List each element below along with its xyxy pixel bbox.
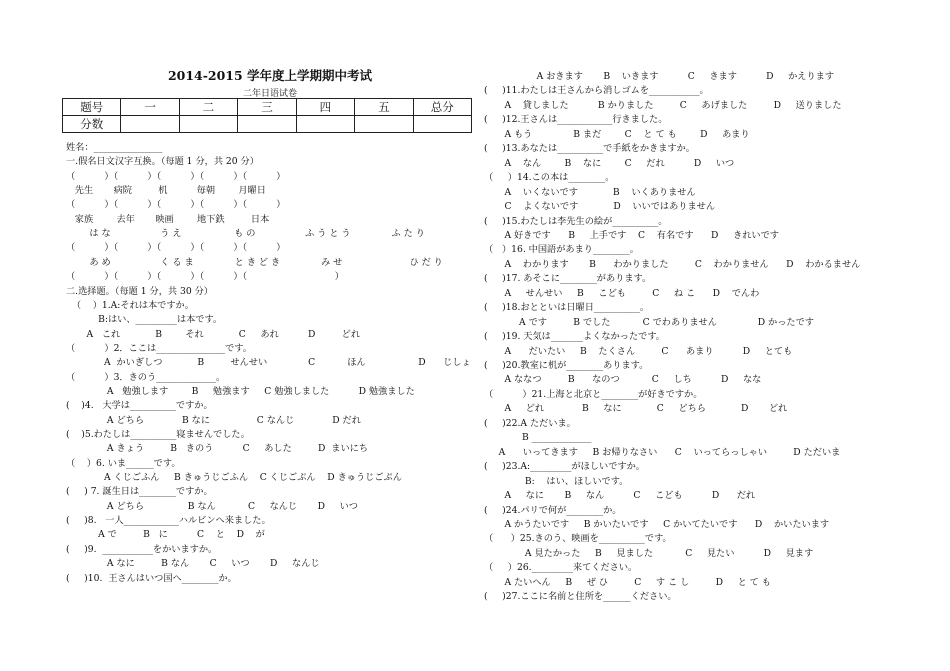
text-line: A わかります B わかりました C わかりません D わかるません	[484, 258, 861, 270]
text-line: A どちら B なん C なんじ D いつ	[66, 500, 358, 512]
text-line: （ ）（ ）（ ）（ ）（ ）	[66, 199, 286, 211]
exam-title: 2014-2015 学年度上学期期中考试	[167, 68, 373, 83]
text-line: ( )27.ここに名前と住所を______ください。	[484, 591, 677, 603]
text-line: ( )17. あそこに________があります。	[484, 273, 652, 285]
text-line: A です B でした C でわありません D かったです	[484, 316, 814, 328]
text-line: （ ）（ ）（ ）（ ）（ ）	[66, 242, 286, 254]
text-line: 姓名：_______________	[66, 142, 163, 153]
text-line: （ ）3．きのう_____________。	[66, 371, 226, 383]
score-header-cell: 题号	[63, 99, 121, 116]
text-line: （ ）（ ）（ ）（ ）（ ）	[66, 271, 344, 283]
text-line: ( )23.A:_________がほしいですか。	[484, 461, 645, 473]
score-cell[interactable]	[355, 116, 413, 133]
text-line: （ ）26._________来てください。	[484, 562, 638, 574]
text-line: ( ) 7. 誕生日は________ですか。	[66, 486, 213, 498]
text-line: B: はい、ほしいです。	[484, 475, 629, 487]
text-line: A かうたいです B かいたいです C かいてたいです D かいたいます	[484, 518, 830, 530]
text-line: A これ B それ C あれ D どれ	[66, 328, 361, 340]
text-line: A おきます B いきます C きます D かえります	[484, 71, 835, 82]
score-row-label: 分数	[63, 116, 121, 133]
text-line: A たいへん B ぜ ひ C す こ し D と て も	[484, 576, 771, 588]
score-cell[interactable]	[179, 116, 237, 133]
text-line: （ ）14.この本は________。	[484, 172, 615, 184]
text-line: ( )11.わたしは王さんから消しゴムを___________。	[484, 85, 709, 97]
text-line: ( )13.あなたは__________で手紙をかきますか。	[484, 143, 695, 155]
text-line: A いってきます B お帰りなさい C いってらっしゃい D ただいま	[484, 446, 841, 458]
text-line: は な う え も の ふ う と う ふ た り	[66, 228, 425, 240]
text-line: ( )10. 王さんはいつ国へ________か。	[66, 572, 237, 584]
exam-subtitle: 二年日语试卷	[242, 89, 297, 99]
text-line: （ ）16. 中国語があまり________。	[484, 244, 639, 256]
text-line: A 勉強します B 勉強ます C 勉強しました D 勉強ました	[66, 385, 415, 397]
text-line: A なに B なん C こども D だれ	[484, 490, 756, 502]
text-line: ( )12.王さんは____________行きました。	[484, 114, 668, 126]
text-line: ( )4. 大学は__________ですか。	[66, 400, 213, 412]
text-line: あ め く る ま と き ど き み せ ひ だ り	[66, 256, 443, 268]
score-header-cell: 三	[238, 99, 296, 116]
text-line: ( )19. 天気は_______よくなかったです。	[484, 331, 665, 343]
text-line: 二.选择题。（每题 1 分，共 30 分）	[66, 285, 213, 297]
text-line: A どちら B なに C なんじ D だれ	[66, 414, 361, 426]
text-line: ( )24.パリで何が________か。	[484, 504, 622, 516]
text-line: ( )15.わたしは李先生の絵が__________。	[484, 215, 668, 227]
text-line: ( )8. 一人____________ハルビンへ来ました。	[66, 515, 271, 527]
text-line: A もう B まだ C と て も D あまり	[484, 128, 750, 140]
score-header-cell: 五	[355, 99, 413, 116]
text-line: A どれ B なに C どちら D どれ	[484, 403, 788, 415]
text-line: C よくないです D いいではありません	[484, 201, 716, 213]
text-line: A 好きです B 上手です C 有名です D きれいです	[484, 229, 779, 241]
text-line: ( )9. ___________をかいますか。	[66, 543, 218, 555]
text-line: ( )20.教室に机が________あります。	[484, 360, 649, 371]
text-line: B:はい、_________は本です。	[66, 314, 223, 326]
text-line: （ ）21.上海と北京と________が好きですか。	[484, 388, 703, 400]
text-line: A いくないです B いくありません	[484, 186, 696, 198]
text-line: A せんせい B こども C ね こ D でんわ	[484, 287, 760, 299]
score-header-cell: 四	[296, 99, 354, 116]
score-table-score-row	[63, 116, 472, 133]
text-line: A きょう B きのう C あした D まいにち	[66, 443, 369, 455]
text-line: A くじごふん B きゅうじごふん C くじごぷん D きゅうじごぷん	[66, 472, 402, 484]
score-header-cell: 总分	[413, 99, 471, 116]
text-line: （ ）25.きのう、映画を__________です。	[484, 533, 672, 545]
text-line: A 貸しました B かりました C あげました D 送りました	[484, 99, 842, 111]
text-line: B _____________	[484, 432, 592, 444]
score-cell[interactable]	[238, 116, 296, 133]
text-line: A なに B なん C いつ D なんじ	[66, 558, 320, 570]
text-line: A 見たかった B 見ました C 見たい D 見ます	[484, 547, 814, 559]
text-line: （ ）（ ）（ ）（ ）（ ）	[66, 170, 286, 182]
text-line: （ ）1.A:それは本ですか。	[66, 299, 194, 311]
text-line: （ ）2．ここは_______________です。	[66, 342, 252, 354]
text-line: 先生 病院 机 毎朝 月曜日	[66, 185, 266, 197]
score-header-cell: 一	[121, 99, 179, 116]
text-line: 一.假名日文汉字互换。（每题 1 分，共 20 分）	[66, 156, 259, 168]
score-cell[interactable]	[121, 116, 179, 133]
text-line: ( )5.わたしは__________寝ませんでした。	[66, 429, 250, 440]
text-line: 家族 去年 映画 地下鉄 日本	[66, 213, 270, 225]
score-table-header-row	[63, 99, 472, 116]
score-table	[62, 98, 472, 133]
text-line: ( )18.おとといは日曜日__________。	[484, 302, 650, 314]
text-line: A なん B なに C だれ D いつ	[484, 157, 735, 169]
text-line: A ななつ B なのつ C しち D なな	[484, 374, 762, 386]
score-cell[interactable]	[413, 116, 471, 133]
score-cell[interactable]	[296, 116, 354, 133]
text-line: A で B に C と D が	[66, 529, 265, 541]
text-line: （ ）6. いま______です。	[66, 457, 181, 469]
score-header-cell: 二	[179, 99, 237, 116]
text-line: ( )22.A ただいま。	[484, 417, 576, 429]
text-line: A だいたい B たくさん C あまり D とても	[484, 345, 793, 357]
text-line: A かいぎしつ B せんせい C ほん D じしょ	[66, 357, 471, 369]
